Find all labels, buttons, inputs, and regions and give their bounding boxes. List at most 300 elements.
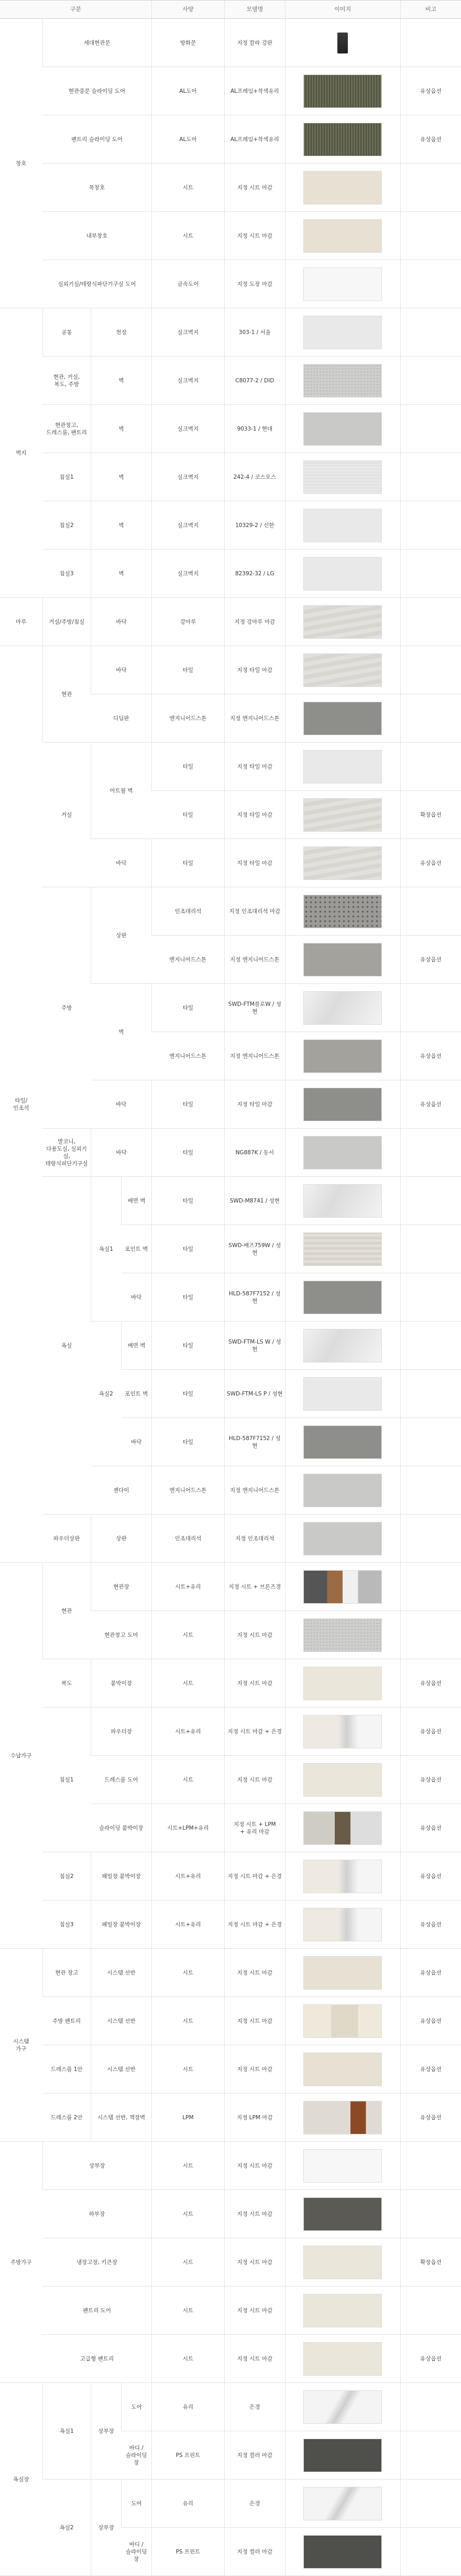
swatch-cell <box>285 1225 400 1273</box>
material-swatch <box>303 1136 382 1169</box>
model-cell: 지정 도장 마감 <box>224 260 285 308</box>
spec-cell: 타일 <box>151 1129 224 1177</box>
note-cell <box>400 2480 461 2528</box>
note-cell: 확장옵션 <box>400 2238 461 2287</box>
location-label: 시스템 선반 <box>91 1949 152 1997</box>
note-cell: 유상옵션 <box>400 839 461 887</box>
material-swatch <box>303 1329 382 1362</box>
location-label: 상부장 <box>91 2383 122 2480</box>
location-label: 파우더장 <box>91 1708 152 1756</box>
location-label: 벽 <box>91 357 152 405</box>
door-icon <box>337 33 348 53</box>
location-label: 벽 <box>91 550 152 598</box>
spec-cell: 시트 <box>151 2287 224 2335</box>
model-cell: 242-4 / 코스모스 <box>224 453 285 501</box>
table-row <box>0 453 461 501</box>
location-label: 현관 <box>42 646 91 743</box>
location-label: 패밀장 붙박이장 <box>91 1901 152 1949</box>
location-label: 내부창호 <box>42 212 151 260</box>
swatch-cell <box>285 598 400 646</box>
model-cell: 지정 시트 마감 <box>224 212 285 260</box>
note-cell <box>400 2528 461 2576</box>
location-label: 실외기실/테랑식파단기구실 도어 <box>42 260 151 308</box>
model-cell: SWD-배즈759W / 성현 <box>224 1225 285 1273</box>
spec-cell: 타일 <box>151 839 224 887</box>
material-swatch <box>303 557 382 591</box>
material-swatch <box>303 1232 382 1266</box>
location-label: 시스템 선반, 책장벽 <box>91 2094 152 2142</box>
note-cell: 유상옵션 <box>400 2094 461 2142</box>
location-label: 슬라이딩 붙박이장 <box>91 1804 152 1852</box>
location-label: 벽 <box>91 984 152 1080</box>
note-cell <box>400 2383 461 2431</box>
table-row <box>0 501 461 550</box>
model-cell: 지정 엔지니어드스톤 <box>224 1032 285 1080</box>
swatch-cell <box>285 2480 400 2528</box>
table-row <box>0 260 461 308</box>
swatch-cell <box>285 2045 400 2094</box>
model-cell: 지정 인조대리석 마감 <box>224 887 285 936</box>
table-row <box>0 19 461 67</box>
note-cell: 유상옵션 <box>400 1997 461 2045</box>
table-row <box>0 1949 461 1997</box>
note-cell <box>400 1611 461 1659</box>
swatch-cell <box>285 1949 400 1997</box>
table-row <box>0 743 461 791</box>
location-label: 바닥 <box>91 646 152 694</box>
swatch-cell <box>285 1418 400 1466</box>
table-row <box>0 887 461 936</box>
material-swatch <box>303 798 382 832</box>
material-swatch <box>303 1618 382 1652</box>
spec-cell: 시트 <box>151 1756 224 1804</box>
header-category: 구분 <box>0 1 151 19</box>
spec-cell: 타일 <box>151 1418 224 1466</box>
material-swatch <box>303 2294 382 2327</box>
model-cell: 지정 시트 마감 <box>224 2335 285 2383</box>
spec-cell: 시트+유리 <box>151 1708 224 1756</box>
location-label: 도어 <box>122 2383 152 2431</box>
material-swatch <box>303 943 382 976</box>
material-swatch <box>303 653 382 687</box>
spec-cell: 타일 <box>151 1177 224 1225</box>
note-cell: 유상옵션 <box>400 1852 461 1901</box>
model-cell: 지정 시트 마감 <box>224 1659 285 1708</box>
table-row <box>0 2045 461 2094</box>
spec-cell: 실크벽지 <box>151 501 224 550</box>
table-row <box>0 1659 461 1708</box>
location-label: 붙박이장 <box>91 1659 152 1708</box>
note-cell <box>400 501 461 550</box>
swatch-cell <box>285 1466 400 1515</box>
swatch-cell <box>285 1563 400 1611</box>
location-label: 현관 <box>42 1563 91 1659</box>
swatch-cell <box>285 1370 400 1418</box>
material-swatch <box>303 1860 382 1893</box>
model-cell: 지정 시트 마감 <box>224 2142 285 2190</box>
model-cell: 지정 시트 마감 <box>224 1611 285 1659</box>
spec-cell: 타일 <box>151 743 224 791</box>
model-cell: 지정 시트 마감 <box>224 2045 285 2094</box>
swatch-cell <box>285 1901 400 1949</box>
model-cell: 은경 <box>224 2480 285 2528</box>
table-row <box>0 2287 461 2335</box>
model-cell: SWD-FTM-LS P / 성현 <box>224 1370 285 1418</box>
model-cell: 10329-2 / 신한 <box>224 501 285 550</box>
spec-cell: 방화문 <box>151 19 224 67</box>
note-cell <box>400 453 461 501</box>
section-label-window: 창호 <box>0 19 42 308</box>
location-label: 침실1 <box>42 453 91 501</box>
material-swatch <box>303 267 382 301</box>
note-cell <box>400 1466 461 1515</box>
location-label: 배면 벽 <box>122 1322 152 1370</box>
location-label: 상판 <box>91 887 152 984</box>
note-cell <box>400 1515 461 1563</box>
note-cell: 유상옵션 <box>400 1756 461 1804</box>
spec-cell: 시트+LPM+유리 <box>151 1804 224 1852</box>
location-label: 주방 팬트리 <box>42 1997 91 2045</box>
location-label: 하부장 <box>42 2190 151 2238</box>
material-swatch <box>303 1811 382 1845</box>
material-swatch <box>303 2101 382 2134</box>
material-swatch <box>303 1956 382 1990</box>
location-label: 포인트 벽 <box>122 1370 152 1418</box>
swatch-cell <box>285 164 400 212</box>
note-cell <box>400 1273 461 1322</box>
section-label-wall: 벽지 <box>0 308 42 598</box>
swatch-cell <box>285 2190 400 2238</box>
swatch-cell <box>285 1273 400 1322</box>
swatch-cell <box>285 2528 400 2576</box>
location-label: 파우더상판 <box>42 1515 91 1563</box>
location-label: 드레스룸 1안 <box>42 2045 91 2094</box>
table-row <box>0 2480 461 2528</box>
swatch-cell <box>285 1659 400 1708</box>
material-swatch <box>303 1281 382 1314</box>
section-label-system: 시스템 가구 <box>0 1949 42 2142</box>
material-swatch <box>303 74 382 108</box>
spec-cell: PS 프린트 <box>151 2431 224 2480</box>
location-label: 벽 <box>91 405 152 453</box>
model-cell: 지정 강마루 마감 <box>224 598 285 646</box>
spec-cell: 금속도어 <box>151 260 224 308</box>
location-label: 바닥 <box>91 598 152 646</box>
material-swatch <box>303 123 382 156</box>
spec-cell: 강마루 <box>151 598 224 646</box>
section-label-bath: 욕실장 <box>0 2383 42 2576</box>
note-cell <box>400 984 461 1032</box>
table-row <box>0 1997 461 2045</box>
model-cell: 지정 칼라 강판 <box>224 19 285 67</box>
swatch-cell <box>285 936 400 984</box>
table-row <box>0 1515 461 1563</box>
spec-cell: 실크벽지 <box>151 308 224 357</box>
location-label: 드레스룸 도어 <box>91 1756 152 1804</box>
swatch-cell <box>285 1322 400 1370</box>
note-cell <box>400 1129 461 1177</box>
model-cell: 지정 인조대리석 <box>224 1515 285 1563</box>
table-row <box>0 67 461 115</box>
table-row <box>0 164 461 212</box>
swatch-cell <box>285 2335 400 2383</box>
spec-cell: 타일 <box>151 984 224 1032</box>
model-cell: 지정 시트 마감 <box>224 1949 285 1997</box>
spec-cell: 실크벽지 <box>151 405 224 453</box>
material-swatch <box>303 1184 382 1218</box>
table-row <box>0 1129 461 1177</box>
location-label: 욕실2 <box>91 1322 122 1466</box>
model-cell: 지정 시트 + LPM + 유리 마감 <box>224 1804 285 1852</box>
location-label: 침실2 <box>42 1852 91 1901</box>
swatch-cell <box>285 2238 400 2287</box>
location-label: 욕실2 <box>42 2480 91 2576</box>
note-cell: 유상옵션 <box>400 1804 461 1852</box>
model-cell: 지정 컬러 마감 <box>224 2431 285 2480</box>
note-cell: 유상옵션 <box>400 2045 461 2094</box>
swatch-cell <box>285 453 400 501</box>
material-swatch <box>303 2439 382 2472</box>
table-row <box>0 2335 461 2383</box>
location-label: 바닥 <box>91 839 152 887</box>
model-cell: 지정 타일 마감 <box>224 646 285 694</box>
table-row <box>0 308 461 357</box>
spec-cell: 타일 <box>151 646 224 694</box>
spec-cell: AL도어 <box>151 115 224 164</box>
material-swatch <box>303 364 382 398</box>
swatch-cell <box>285 1611 400 1659</box>
spec-cell: 시트+유리 <box>151 1852 224 1901</box>
material-swatch <box>303 846 382 880</box>
location-label: 상판 <box>91 1515 152 1563</box>
swatch-cell <box>285 19 400 67</box>
material-swatch <box>303 2342 382 2376</box>
location-label: 현관중문 슬라이딩 도어 <box>42 67 151 115</box>
note-cell: 유상옵션 <box>400 1659 461 1708</box>
spec-cell: 타일 <box>151 791 224 839</box>
swatch-cell <box>285 791 400 839</box>
spec-cell: AL도어 <box>151 67 224 115</box>
model-cell: SWD-M8741 / 성현 <box>224 1177 285 1225</box>
spec-cell: 엔지니어드스톤 <box>151 1466 224 1515</box>
location-label: 주방 <box>42 887 91 1129</box>
location-label: 고급형 팬트리 <box>42 2335 151 2383</box>
swatch-cell <box>285 1032 400 1080</box>
model-cell: 82392-32 / LG <box>224 550 285 598</box>
material-swatch <box>303 171 382 205</box>
table-row <box>0 1708 461 1756</box>
swatch-cell <box>285 2287 400 2335</box>
location-label: 현관창고 도어 <box>91 1611 152 1659</box>
model-cell: 지정 엔지니어드스톤 <box>224 936 285 984</box>
model-cell: 은경 <box>224 2383 285 2431</box>
location-label: 바디 / 슬라이딩장 <box>122 2431 152 2480</box>
note-cell <box>400 1322 461 1370</box>
spec-cell: LPM <box>151 2094 224 2142</box>
note-cell: 확장옵션 <box>400 791 461 839</box>
note-cell <box>400 19 461 67</box>
swatch-cell <box>285 115 400 164</box>
swatch-cell <box>285 550 400 598</box>
material-swatch <box>303 1570 382 1604</box>
material-swatch <box>303 2246 382 2279</box>
swatch-cell <box>285 1129 400 1177</box>
swatch-cell <box>285 260 400 308</box>
table-row <box>0 212 461 260</box>
note-cell <box>400 1225 461 1273</box>
note-cell <box>400 1370 461 1418</box>
swatch-cell <box>285 405 400 453</box>
spec-cell: 시트 <box>151 2335 224 2383</box>
table-row <box>0 2238 461 2287</box>
note-cell: 유상옵션 <box>400 2335 461 2383</box>
location-label: 바디 / 슬라이딩장 <box>122 2528 152 2576</box>
note-cell <box>400 260 461 308</box>
table-row <box>0 2142 461 2190</box>
note-cell <box>400 550 461 598</box>
spec-cell: 시트 <box>151 1659 224 1708</box>
model-cell: 지정 타일 마감 <box>224 743 285 791</box>
spec-cell: 시트 <box>151 2190 224 2238</box>
model-cell: 지정 시트 마감 <box>224 1756 285 1804</box>
spec-cell: 타일 <box>151 1322 224 1370</box>
location-label: 패밀장 붙박이장 <box>91 1852 152 1901</box>
note-cell: 유상옵션 <box>400 1708 461 1756</box>
model-cell: 지정 시트 마감 + 은경 <box>224 1901 285 1949</box>
section-label-floor: 마루 <box>0 598 42 646</box>
spec-cell: 시트+유리 <box>151 1901 224 1949</box>
model-cell: 지정 시트 마감 <box>224 2190 285 2238</box>
model-cell: 지정 시트 마감 + 은경 <box>224 1708 285 1756</box>
model-cell: SWD-FTM-LS W / 성현 <box>224 1322 285 1370</box>
material-swatch <box>303 1039 382 1073</box>
swatch-cell <box>285 1997 400 2045</box>
material-swatch <box>303 1474 382 1507</box>
material-swatch <box>303 991 382 1025</box>
note-cell <box>400 164 461 212</box>
spec-cell: 엔지니어드스톤 <box>151 694 224 743</box>
location-label: 도어 <box>122 2480 152 2528</box>
note-cell <box>400 2190 461 2238</box>
model-cell: 지정 타일 마감 <box>224 1080 285 1129</box>
table-header-row <box>0 1 461 19</box>
material-swatch <box>303 1763 382 1797</box>
location-label: 침실2 <box>42 501 91 550</box>
material-swatch <box>303 219 382 253</box>
material-swatch <box>303 2149 382 2183</box>
location-label: 침실3 <box>42 1901 91 1949</box>
model-cell: 지정 컬러 마감 <box>224 2528 285 2576</box>
spec-cell: 시트 <box>151 1997 224 2045</box>
material-swatch <box>303 2053 382 2086</box>
location-label: 바닥 <box>91 1080 152 1129</box>
section-label-tile: 타일/ 인조석 <box>0 646 42 1563</box>
table-row <box>0 598 461 646</box>
note-cell <box>400 887 461 936</box>
model-cell: 지정 시트 + 브론즈경 <box>224 1563 285 1611</box>
location-label: 욕실1 <box>42 2383 91 2480</box>
material-swatch <box>303 1715 382 1748</box>
model-cell: 지정 시트 마감 <box>224 2238 285 2287</box>
note-cell <box>400 598 461 646</box>
location-label: 팬트리 도어 <box>42 2287 151 2335</box>
location-label: 시스템 선반 <box>91 2045 152 2094</box>
material-swatch <box>303 1908 382 1941</box>
spec-cell: 시트 <box>151 212 224 260</box>
note-cell: 유상옵션 <box>400 936 461 984</box>
location-label: 젠다이 <box>91 1466 152 1515</box>
location-label: 공통 <box>42 308 91 357</box>
location-label: 팬트리 슬라이딩 도어 <box>42 115 151 164</box>
location-label: 상부장 <box>91 2480 122 2576</box>
material-swatch <box>303 1088 382 1121</box>
swatch-cell <box>285 1708 400 1756</box>
header-note: 비고 <box>400 1 461 19</box>
location-label: 드레스룸 2안 <box>42 2094 91 2142</box>
note-cell: 유상옵션 <box>400 1901 461 1949</box>
table-row <box>0 1901 461 1949</box>
table-row <box>0 1177 461 1225</box>
header-spec: 사양 <box>151 1 224 19</box>
spec-cell: 실크벽지 <box>151 357 224 405</box>
material-swatch <box>303 2487 382 2520</box>
spec-cell: 인조대리석 <box>151 1515 224 1563</box>
swatch-cell <box>285 1804 400 1852</box>
model-cell: 지정 엔지니어드스톤 <box>224 1466 285 1515</box>
swatch-cell <box>285 2142 400 2190</box>
location-label: 아트월 벽 <box>91 743 152 839</box>
model-cell: 지정 타일 마감 <box>224 839 285 887</box>
note-cell <box>400 743 461 791</box>
location-label: 발코니, 다용도실, 실외기실, 테랑식피단기구실 <box>42 1129 91 1177</box>
note-cell <box>400 357 461 405</box>
material-swatch <box>303 316 382 349</box>
swatch-cell <box>285 1080 400 1129</box>
spec-cell: 유리 <box>151 2383 224 2431</box>
note-cell: 유상옵션 <box>400 115 461 164</box>
spec-cell: 타일 <box>151 1273 224 1322</box>
note-cell <box>400 1418 461 1466</box>
location-label: 상부장 <box>42 2142 151 2190</box>
table-row <box>0 2190 461 2238</box>
swatch-cell <box>285 1177 400 1225</box>
spec-cell: 시트 <box>151 2238 224 2287</box>
swatch-cell <box>285 2383 400 2431</box>
spec-cell: 타일 <box>151 1370 224 1418</box>
swatch-cell <box>285 357 400 405</box>
spec-cell: 실크벽지 <box>151 550 224 598</box>
swatch-cell <box>285 694 400 743</box>
spec-cell: 시트 <box>151 1611 224 1659</box>
section-label-storage: 수납가구 <box>0 1563 42 1949</box>
model-cell: 지정 시트 마감 <box>224 1997 285 2045</box>
spec-cell: 유리 <box>151 2480 224 2528</box>
spec-cell: 타일 <box>151 1225 224 1273</box>
swatch-cell <box>285 1852 400 1901</box>
spec-cell: PS 프린트 <box>151 2528 224 2576</box>
material-swatch <box>303 412 382 446</box>
model-cell: HLD-587F7152 / 성현 <box>224 1418 285 1466</box>
model-cell: AL프레임+착색유리 <box>224 115 285 164</box>
model-cell: C8077-2 / DID <box>224 357 285 405</box>
location-label: 침실3 <box>42 550 91 598</box>
material-swatch <box>303 702 382 735</box>
swatch-cell <box>285 1756 400 1804</box>
location-label: 배면 벽 <box>122 1177 152 1225</box>
swatch-cell <box>285 839 400 887</box>
material-swatch <box>303 1377 382 1411</box>
note-cell <box>400 694 461 743</box>
